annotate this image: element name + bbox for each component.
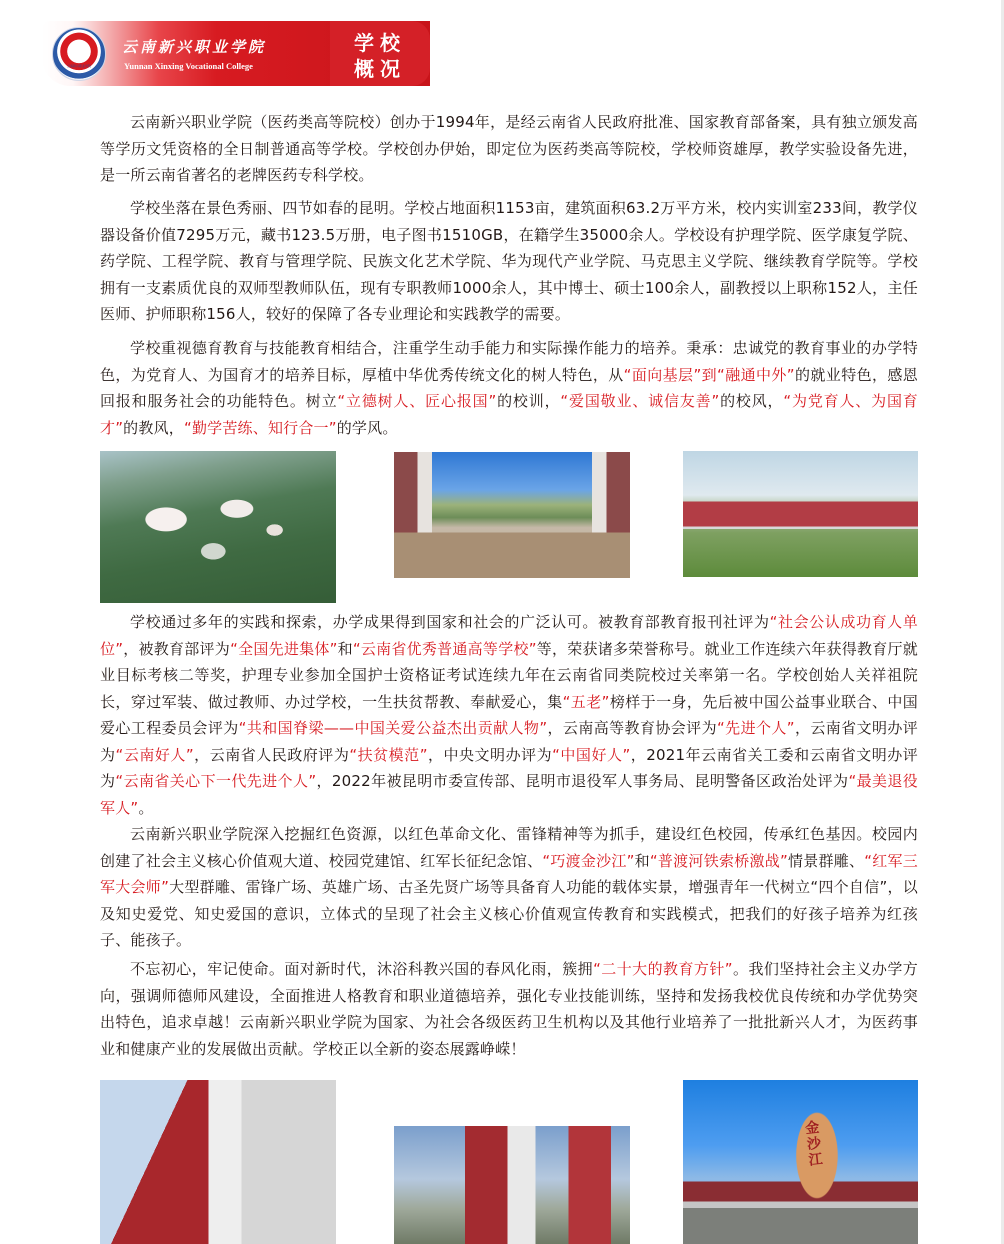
section-title-line2: 概况 <box>354 57 406 81</box>
body-text: ，云南省文明办评为 <box>100 719 919 764</box>
paragraph-mission <box>100 335 918 441</box>
highlight-text: “中国好人” <box>552 745 631 764</box>
paragraph-honors <box>100 609 918 821</box>
highlight-text: “云南好人” <box>115 745 194 764</box>
highlight-text: “扶贫模范” <box>349 745 428 764</box>
body-text: 云南新兴职业学院（医药类高等院校）创办于1994年，是经云南省人民政府批准、国家教育部备案，具有独立颁发高等学历文凭资格的全日制普通高等学校。学校创办伊始，即定位为医药类高等院校，学校师资雄厚，教学实验设备先进，是一所云南省著名的老牌医药专科学校。 <box>100 113 918 184</box>
body-text: 的教风， <box>123 418 184 437</box>
body-text: 学校坐落在景色秀丽、四节如春的昆明。学校占地面积1153亩，建筑面积63.2万平方米，校内实训室233间，教学仪器设备价值7295万元，藏书123.5万册，电子图书1510GB，在籍学生35000余人。学校设有护理学院、医学康复学院、药学院、工程学院、教育与管理学院、民族文化艺术学院、华为现代产业学院、马克思主义学院、继续教育学院等。学校拥有一支素质优良的双师型教师队伍，现有专职教师1000余人，其中博士、硕士100余人，副教授以上职称152人，主任医师、护师职称156人，较好的保障了各专业理论和实践教学的需要。 <box>100 199 918 323</box>
section-title-line1: 学校 <box>354 31 406 55</box>
campus-plaza-photo <box>394 452 630 578</box>
highlight-text: “云南省关心下一代先进个人” <box>115 772 317 790</box>
stone-monument-text: 金沙江 <box>804 1119 824 1169</box>
highlight-text: “爱国敬业、诚信友善” <box>560 392 720 410</box>
highlight-text: “普渡河铁索桥激战” <box>649 851 788 870</box>
highlight-text: “先进个人” <box>716 719 795 737</box>
body-text: 大型群雕、雷锋广场、英雄广场、古圣先贤广场等具备育人功能的载体实景，增强青年一代树立“四个自信”，以及知史爱党、知史爱国的意识，立体式的呈现了社会主义核心价值观宣传教育和实践模式，把我们的好孩子培养为红孩子、能孩子。 <box>100 878 918 949</box>
body-text: 的校训， <box>496 392 561 410</box>
body-text: ，云南省人民政府评为 <box>193 745 350 764</box>
body-text: 。 <box>138 798 154 817</box>
logo-cross-icon <box>69 42 87 60</box>
body-text: 和 <box>337 639 353 658</box>
highlight-text: “五老” <box>562 692 610 711</box>
body-text: 。我们坚持社会主义办学方向，强调师德师风建设，全面推进人格教育和职业道德培养，强化专业技能训练，坚持和发扬我校优良传统和办学优势突出特色，追求卓越！云南新兴职业学院为国家、为社会各级医药卫生机构以及其他行业培养了一批批新兴人才，为医药事业和健康产业的发展做出贡献。学校正以全新的姿态展露峥嵘！ <box>100 960 918 1058</box>
highlight-text: “为党育人、为国育才” <box>100 392 918 437</box>
school-name-cn: 云南新兴职业学院 <box>122 38 267 56</box>
paragraph-future <box>100 956 918 1062</box>
highlight-text: “勤学苦练、知行合一” <box>183 418 337 437</box>
campus-aerial-photo <box>100 451 336 603</box>
body-text: 情景群雕、 <box>787 851 865 870</box>
body-text: ，2022年被昆明市委宣传部、昆明市退役军人事务局、昆明警备区政治处评为 <box>316 772 849 790</box>
body-text: ，被教育部评为 <box>123 639 231 658</box>
body-text: 的就业特色，感恩回报和服务社会的功能特色。树立 <box>100 365 918 410</box>
stone-monument-photo <box>683 1080 918 1244</box>
paragraph-red-culture <box>100 821 918 954</box>
body-text: 的学风。 <box>336 418 398 437</box>
body-text: ，2021年云南省关工委和云南省文明办评为 <box>100 745 918 790</box>
body-text: 等，荣获诸多荣誉称号。就业工作连续六年获得教育厅就业目标考核二等奖，护理专业参加全国护士资格证考试连续九年在云南省同类院校过关率第一名。学校创始人关祥祖院长，穿过军装、做过教师、办过学校，一生扶贫帮教、奉献爱心，集 <box>100 639 918 711</box>
highlight-text: “面向基层”到“融通中外” <box>623 365 795 384</box>
paragraph-intro <box>100 109 918 189</box>
highlight-text: “最美退役军人” <box>100 772 919 817</box>
highlight-text: “共和国脊梁——中国关爱公益杰出贡献人物” <box>238 719 548 737</box>
highlight-text: “全国先进集体” <box>230 639 338 658</box>
body-text: 不忘初心，牢记使命。面对新时代，沐浴科教兴国的春风化雨，簇拥 <box>130 960 594 978</box>
campus-render-photo <box>683 451 918 577</box>
body-text: ，中央文明办评为 <box>427 745 553 764</box>
section-title <box>350 30 410 82</box>
body-text: 榜样于一身，先后被中国公益事业联合、中国爱心工程委员会评为 <box>100 692 918 737</box>
body-text: 的校风， <box>719 392 784 410</box>
body-text: 云南新兴职业学院深入挖掘红色资源，以红色革命文化、雷锋精神等为抓手，建设红色校园，传承红色基因。校园内创建了社会主义核心价值观大道、校园党建馆、红军长征纪念馆、 <box>100 825 918 870</box>
red-buildings-photo <box>394 1126 630 1244</box>
logo-caption: 云南新兴职业学院 <box>66 64 91 68</box>
teaching-building-photo <box>100 1080 336 1244</box>
highlight-text: “云南省优秀普通高等学校” <box>352 639 537 658</box>
highlight-text: “立德树人、匠心报国” <box>337 392 497 410</box>
school-name-en: Yunnan Xinxing Vocational College <box>124 61 253 71</box>
paragraph-campus <box>100 195 918 328</box>
body-text: ，云南高等教育协会评为 <box>547 719 717 737</box>
highlight-text: “社会公认成功育人单位” <box>100 613 918 658</box>
highlight-text: “二十大的教育方针” <box>593 960 733 978</box>
highlight-text: “红军三军大会师” <box>100 851 918 896</box>
body-text: 和 <box>634 851 650 870</box>
body-text: 学校重视德育教育与技能教育相结合，注重学生动手能力和实际操作能力的培养。秉承：忠诚党的教育事业的办学特色，为党育人、为国育才的培养目标，厚植中华优秀传统文化的树人特色，从 <box>100 339 918 384</box>
highlight-text: “巧渡金沙江” <box>542 851 635 870</box>
body-text: 学校通过多年的实践和探索，办学成果得到国家和社会的广泛认可。被教育部教育报刊社评为 <box>130 613 770 631</box>
